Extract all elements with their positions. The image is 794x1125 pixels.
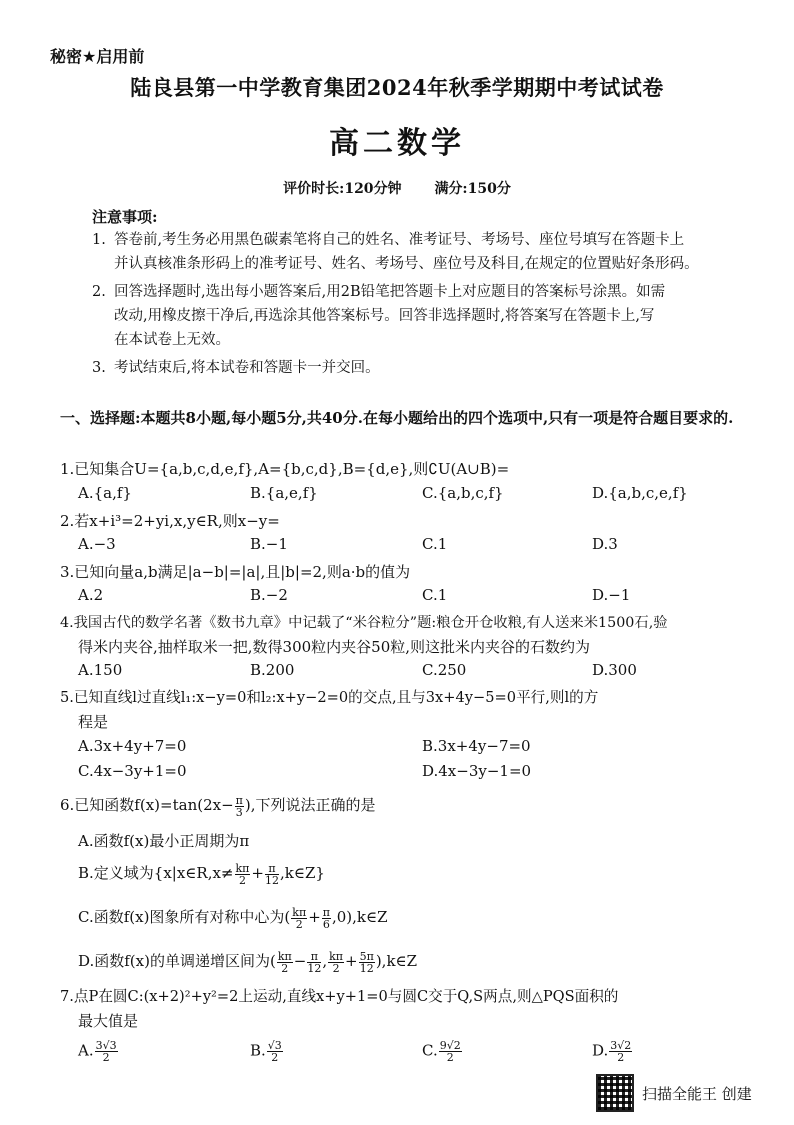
confidential-mark: 秘密★启用前 bbox=[50, 47, 145, 66]
option-label: C. bbox=[422, 1041, 438, 1060]
option-d: D.4x−3y−1=0 bbox=[422, 762, 532, 780]
option-d: D.3 bbox=[592, 535, 618, 553]
operator: , bbox=[322, 952, 328, 970]
denominator: 2 bbox=[102, 1051, 110, 1064]
operator: + bbox=[345, 952, 358, 970]
fraction bbox=[291, 907, 307, 930]
option-text: ),k∈Z bbox=[375, 952, 418, 970]
numerator: √3 bbox=[267, 1039, 282, 1052]
option-b bbox=[250, 1040, 284, 1063]
option-label: B. bbox=[250, 1041, 266, 1060]
option-a: A.函数f(x)最小正周期为π bbox=[78, 832, 250, 850]
denominator: 12 bbox=[359, 961, 374, 975]
option-a bbox=[78, 1040, 119, 1063]
note-text: 回答选择题时,选出每小题答案后,用2B铅笔把答题卡上对应题目的答案标号涂黑。如需 bbox=[114, 284, 666, 300]
numerator: π bbox=[322, 905, 330, 919]
denominator: 3 bbox=[235, 805, 243, 819]
fraction bbox=[322, 907, 331, 930]
option-label: D. bbox=[592, 1041, 609, 1060]
question-stem: 5.已知直线l过直线l₁:x−y=0和l₂:x+y−2=0的交点,且与3x+4y−5=0平行,则l的方 bbox=[60, 689, 599, 706]
question-stem-cont: 得米内夹谷,抽样取米一把,数得300粒内夹谷50粒,则这批米内夹谷的石数约为 bbox=[78, 638, 591, 656]
numerator: kπ bbox=[235, 861, 250, 875]
numerator: 5π bbox=[359, 949, 374, 963]
option-d: D.300 bbox=[592, 661, 637, 679]
option-text: D.函数f(x)的单调递增区间为( bbox=[78, 952, 276, 970]
option-c: C.250 bbox=[422, 661, 467, 679]
section-heading: 一、选择题:本题共8小题,每小题5分,共40分.在每小题给出的四个选项中,只有一项是符合题目要求的. bbox=[60, 409, 734, 427]
option-a: A.2 bbox=[78, 586, 104, 604]
fraction bbox=[609, 1040, 632, 1063]
numerator: π bbox=[265, 863, 279, 875]
denominator: 2 bbox=[238, 873, 246, 887]
fraction bbox=[439, 1040, 462, 1063]
note-text: 并认真核准条形码上的准考证号、姓名、考场号、座位号及科目,在规定的位置贴好条形码。 bbox=[114, 256, 699, 272]
denominator: 2 bbox=[295, 917, 303, 931]
subject-title: 高二数学 bbox=[329, 126, 465, 161]
operator: − bbox=[293, 952, 307, 970]
note-item bbox=[92, 228, 762, 276]
denominator: 6 bbox=[322, 917, 330, 931]
question-stem bbox=[60, 794, 376, 818]
fraction bbox=[267, 1040, 283, 1063]
numerator: π bbox=[307, 951, 321, 963]
option-text: ,0),k∈Z bbox=[332, 908, 388, 926]
numerator: 3√2 bbox=[610, 1039, 632, 1052]
scanner-watermark bbox=[596, 1074, 752, 1112]
option-b: B.200 bbox=[250, 661, 295, 679]
note-item bbox=[92, 280, 762, 352]
option-c: C.4x−3y+1=0 bbox=[78, 762, 187, 780]
option-a: A.{a,f} bbox=[78, 484, 132, 502]
option-text: ,k∈Z} bbox=[280, 864, 325, 882]
exam-title: 陆良县第一中学教育集团2024年秋季学期期中考试试卷 bbox=[130, 75, 664, 100]
question-stem: 7.点P在圆C:(x+2)²+y²=2上运动,直线x+y+1=0与圆C交于Q,S两点,则△PQS面积的 bbox=[60, 988, 619, 1005]
question-stem-cont: 最大值是 bbox=[78, 1012, 139, 1030]
fraction bbox=[277, 951, 293, 974]
option-a: A.−3 bbox=[78, 535, 116, 553]
note-text: 考试结束后,将本试卷和答题卡一并交回。 bbox=[114, 360, 380, 376]
option-b: B.{a,e,f} bbox=[250, 484, 318, 502]
denominator: 2 bbox=[446, 1051, 454, 1064]
option-c bbox=[78, 906, 388, 930]
exam-full-score: 满分:150分 bbox=[434, 181, 511, 197]
note-item bbox=[92, 356, 762, 380]
fraction bbox=[95, 1040, 118, 1063]
note-text: 答卷前,考生务必用黑色碳素笔将自己的姓名、准考证号、考场号、座位号填写在答题卡上 bbox=[114, 232, 685, 248]
option-b: B.3x+4y−7=0 bbox=[422, 737, 531, 755]
numerator: kπ bbox=[277, 949, 292, 963]
numerator: kπ bbox=[329, 949, 344, 963]
question-stem: 4.我国古代的数学名著《数书九章》中记载了“米谷粒分”题:粮仓开仓收粮,有人送来米1500石,验 bbox=[60, 615, 668, 631]
option-text: C.函数f(x)图象所有对称中心为( bbox=[78, 908, 291, 926]
option-a: A.150 bbox=[78, 661, 123, 679]
exam-meta bbox=[0, 178, 794, 198]
stem-text: ),下列说法正确的是 bbox=[244, 796, 376, 814]
option-d bbox=[78, 950, 417, 974]
option-label: A. bbox=[78, 1041, 94, 1060]
note-text: 改动,用橡皮擦干净后,再选涂其他答案标号。回答非选择题时,将答案写在答题卡上,写 bbox=[114, 308, 655, 324]
numerator: 9√2 bbox=[439, 1039, 461, 1052]
fraction bbox=[265, 863, 279, 886]
option-c: C.1 bbox=[422, 535, 448, 553]
option-a: A.3x+4y+7=0 bbox=[78, 737, 187, 755]
option-c: C.{a,b,c,f} bbox=[422, 484, 504, 502]
fraction bbox=[235, 795, 244, 818]
option-b: B.−1 bbox=[250, 535, 288, 553]
option-c bbox=[422, 1040, 463, 1063]
fraction bbox=[328, 951, 344, 974]
denominator: 2 bbox=[281, 961, 289, 975]
note-number: 3. bbox=[92, 360, 106, 376]
numerator: kπ bbox=[292, 905, 307, 919]
option-c: C.1 bbox=[422, 586, 448, 604]
note-text: 在本试卷上无效。 bbox=[114, 332, 230, 348]
question-stem: 3.已知向量a,b满足|a−b|=|a|,且|b|=2,则a·b的值为 bbox=[60, 563, 411, 581]
exam-duration: 评价时长:120分钟 bbox=[283, 181, 402, 197]
question-stem-cont: 程是 bbox=[78, 713, 109, 731]
operator: + bbox=[308, 908, 321, 926]
option-d: D.−1 bbox=[592, 586, 631, 604]
note-number: 1. bbox=[92, 232, 106, 248]
operator: + bbox=[251, 864, 264, 882]
question-stem: 2.若x+i³=2+yi,x,y∈R,则x−y= bbox=[60, 512, 280, 530]
fraction bbox=[235, 863, 251, 886]
notes-title: 注意事项: bbox=[92, 208, 158, 226]
denominator: 12 bbox=[265, 873, 279, 887]
qr-code-icon bbox=[596, 1074, 634, 1112]
denominator: 2 bbox=[332, 961, 340, 975]
numerator: π bbox=[235, 793, 243, 807]
watermark-text: 扫描全能王 创建 bbox=[642, 1084, 752, 1103]
numerator: 3√3 bbox=[95, 1039, 117, 1052]
denominator: 12 bbox=[307, 961, 322, 975]
fraction bbox=[307, 951, 321, 974]
denominator: 2 bbox=[271, 1051, 279, 1064]
option-d: D.{a,b,c,e,f} bbox=[592, 484, 688, 502]
denominator: 2 bbox=[617, 1051, 625, 1064]
stem-text: 6.已知函数f(x)=tan(2x− bbox=[60, 796, 234, 814]
fraction bbox=[359, 951, 375, 974]
option-b: B.−2 bbox=[250, 586, 288, 604]
option-d bbox=[592, 1040, 633, 1063]
option-b bbox=[78, 862, 325, 886]
question-stem: 1.已知集合U={a,b,c,d,e,f},A={b,c,d},B={d,e},则∁U(A∪B)= bbox=[60, 460, 510, 478]
option-text: B.定义域为{x|x∈R,x≠ bbox=[78, 864, 234, 882]
note-number: 2. bbox=[92, 284, 106, 300]
